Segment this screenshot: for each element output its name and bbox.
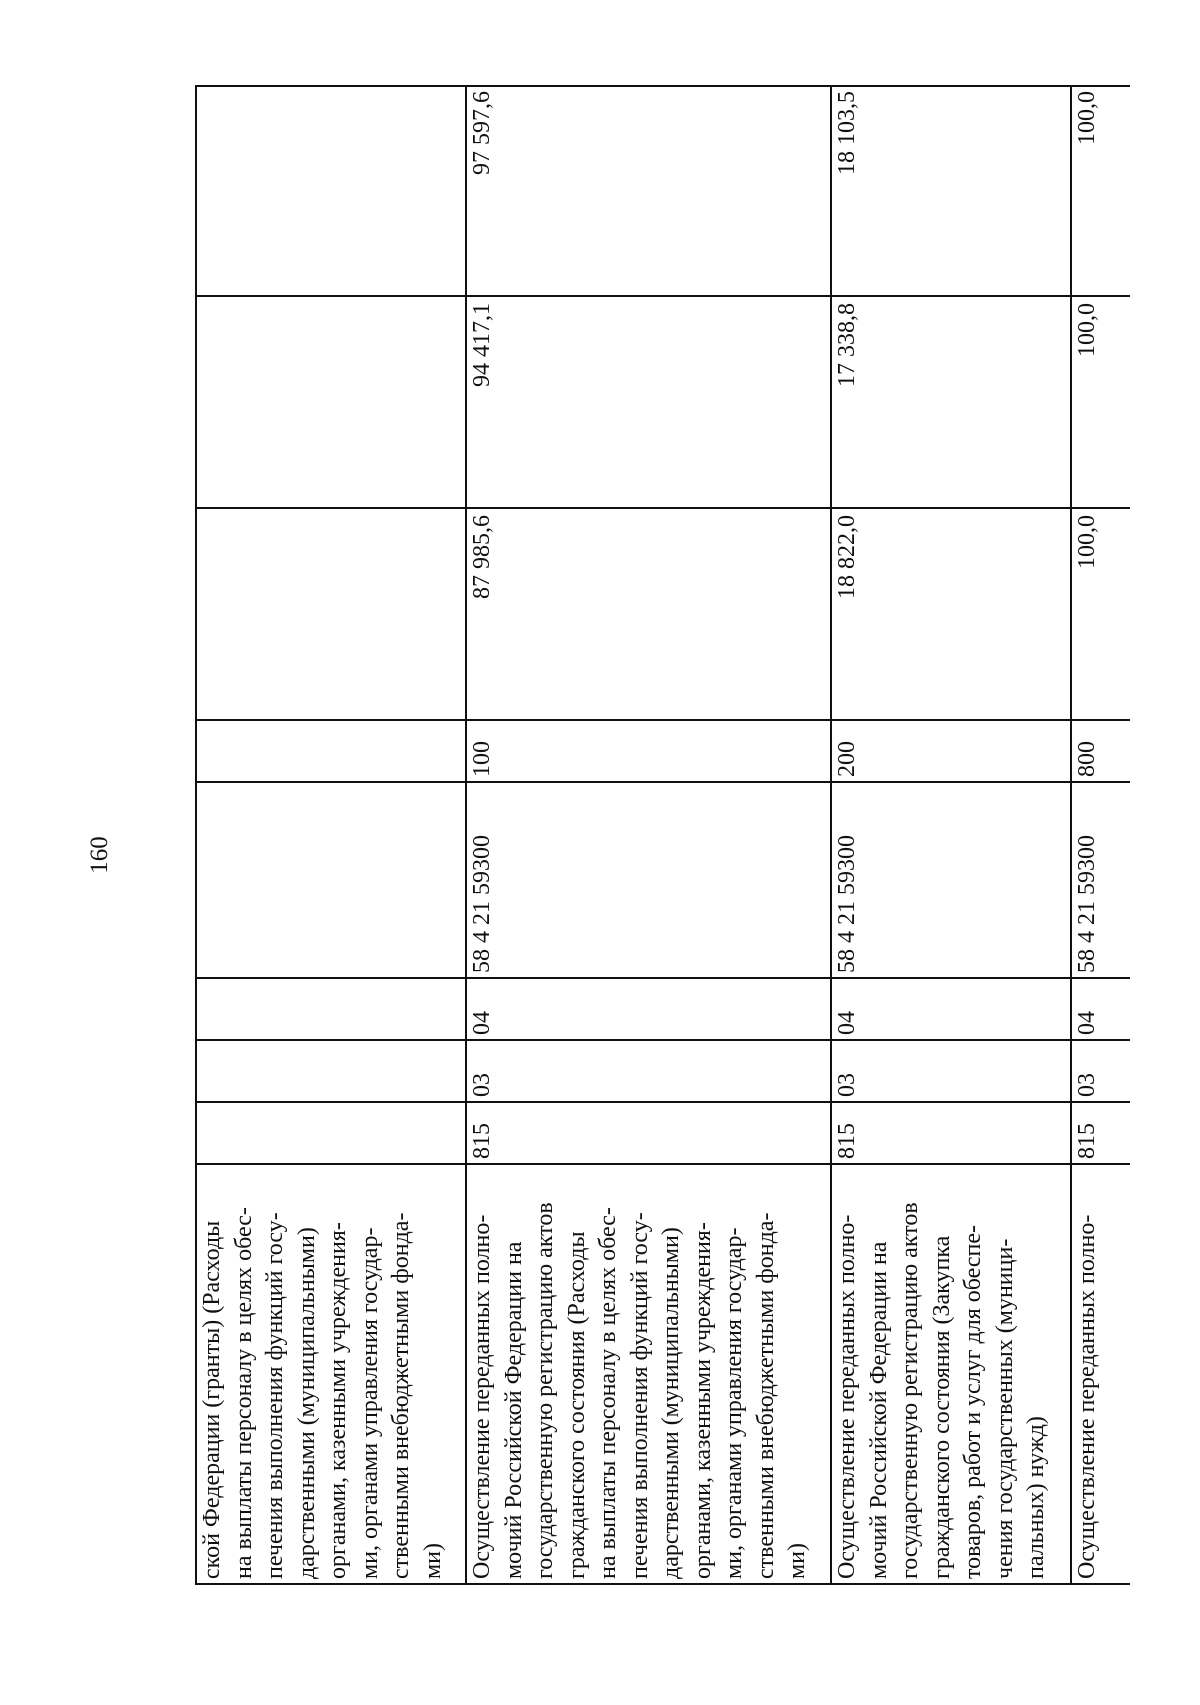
sum-year-1: 87 985,6 (469, 515, 495, 599)
column-divider (195, 1039, 1130, 1041)
section-code: 03 (1074, 1073, 1100, 1097)
expense-type-code: 200 (834, 741, 860, 777)
table-row (465, 85, 830, 1585)
column-divider (195, 977, 1130, 979)
sum-year-3 (195, 85, 465, 297)
section-code: 03 (469, 1073, 495, 1097)
sum-year-1 (195, 509, 465, 721)
row-description: ской Федерации (гранты) (Расходы на выплаты персоналу в целях обес- печения выполнения функций госу- дарственными (муниципальными) органами, казенными учреждения- ми, органами управления государ- ственными внебюджетными фонда- ми) (199, 1207, 446, 1579)
sum-year-3: 18 103,5 (834, 91, 860, 175)
sum-year-2 (195, 297, 465, 509)
subsection-code: 04 (1074, 1011, 1100, 1035)
row-description: Осуществление переданных полно- (1074, 1214, 1100, 1579)
table-border-left (195, 1583, 1130, 1585)
admin-code: 815 (1074, 1123, 1100, 1159)
row-divider (465, 85, 467, 1585)
admin-code: 815 (834, 1123, 860, 1159)
column-divider (195, 1101, 1130, 1103)
admin-code (195, 1103, 465, 1165)
sum-year-1: 18 822,0 (834, 515, 860, 599)
target-article-code: 58 4 21 59300 (1074, 835, 1100, 973)
expense-type-code (195, 721, 465, 783)
admin-code: 815 (469, 1123, 495, 1159)
column-divider (195, 507, 1130, 509)
subsection-code: 04 (469, 1011, 495, 1035)
row-description: Осуществление переданных полно- мочий Российской Федерации на государственную регистрацию актов гражданского состояния (Закупка товаров, работ и услуг для обеспе- чения государственных (муници- пальных) нужд) (834, 1202, 1049, 1579)
target-article-code: 58 4 21 59300 (834, 835, 860, 973)
sum-year-1: 100,0 (1074, 515, 1100, 569)
column-divider (195, 1163, 1130, 1165)
sum-year-3: 97 597,6 (469, 91, 495, 175)
row-divider (830, 85, 832, 1585)
sum-year-2: 94 417,1 (469, 303, 495, 387)
target-article-code: 58 4 21 59300 (469, 835, 495, 973)
table-row (830, 85, 1070, 1585)
subsection-code (195, 979, 465, 1041)
column-divider (195, 719, 1130, 721)
table-border-top (195, 85, 197, 1585)
sum-year-3: 100,0 (1074, 91, 1100, 145)
expense-type-code: 100 (469, 741, 495, 777)
table-border-right (195, 85, 1130, 87)
column-divider (195, 781, 1130, 783)
row-divider (1070, 85, 1072, 1585)
section-code (195, 1041, 465, 1103)
subsection-code: 04 (834, 1011, 860, 1035)
column-divider (195, 295, 1130, 297)
sum-year-2: 17 338,8 (834, 303, 860, 387)
table-row (195, 85, 465, 1585)
page-number: 160 (86, 836, 113, 874)
sum-year-2: 100,0 (1074, 303, 1100, 357)
section-code: 03 (834, 1073, 860, 1097)
target-article-code (195, 783, 465, 979)
expense-type-code: 800 (1074, 741, 1100, 777)
row-description: Осуществление переданных полно- мочий Российской Федерации на государственную регистрацию актов гражданского состояния (Расходы на выплаты персоналу в целях обес- печения выполнения функций госу- дарственными (муниципальными) органами, казенными учреждения- ми, органами управления государ- ственными внебюджетными фонда- ми) (469, 1202, 810, 1579)
table-row (1070, 85, 1130, 1585)
budget-table (195, 85, 1130, 1585)
